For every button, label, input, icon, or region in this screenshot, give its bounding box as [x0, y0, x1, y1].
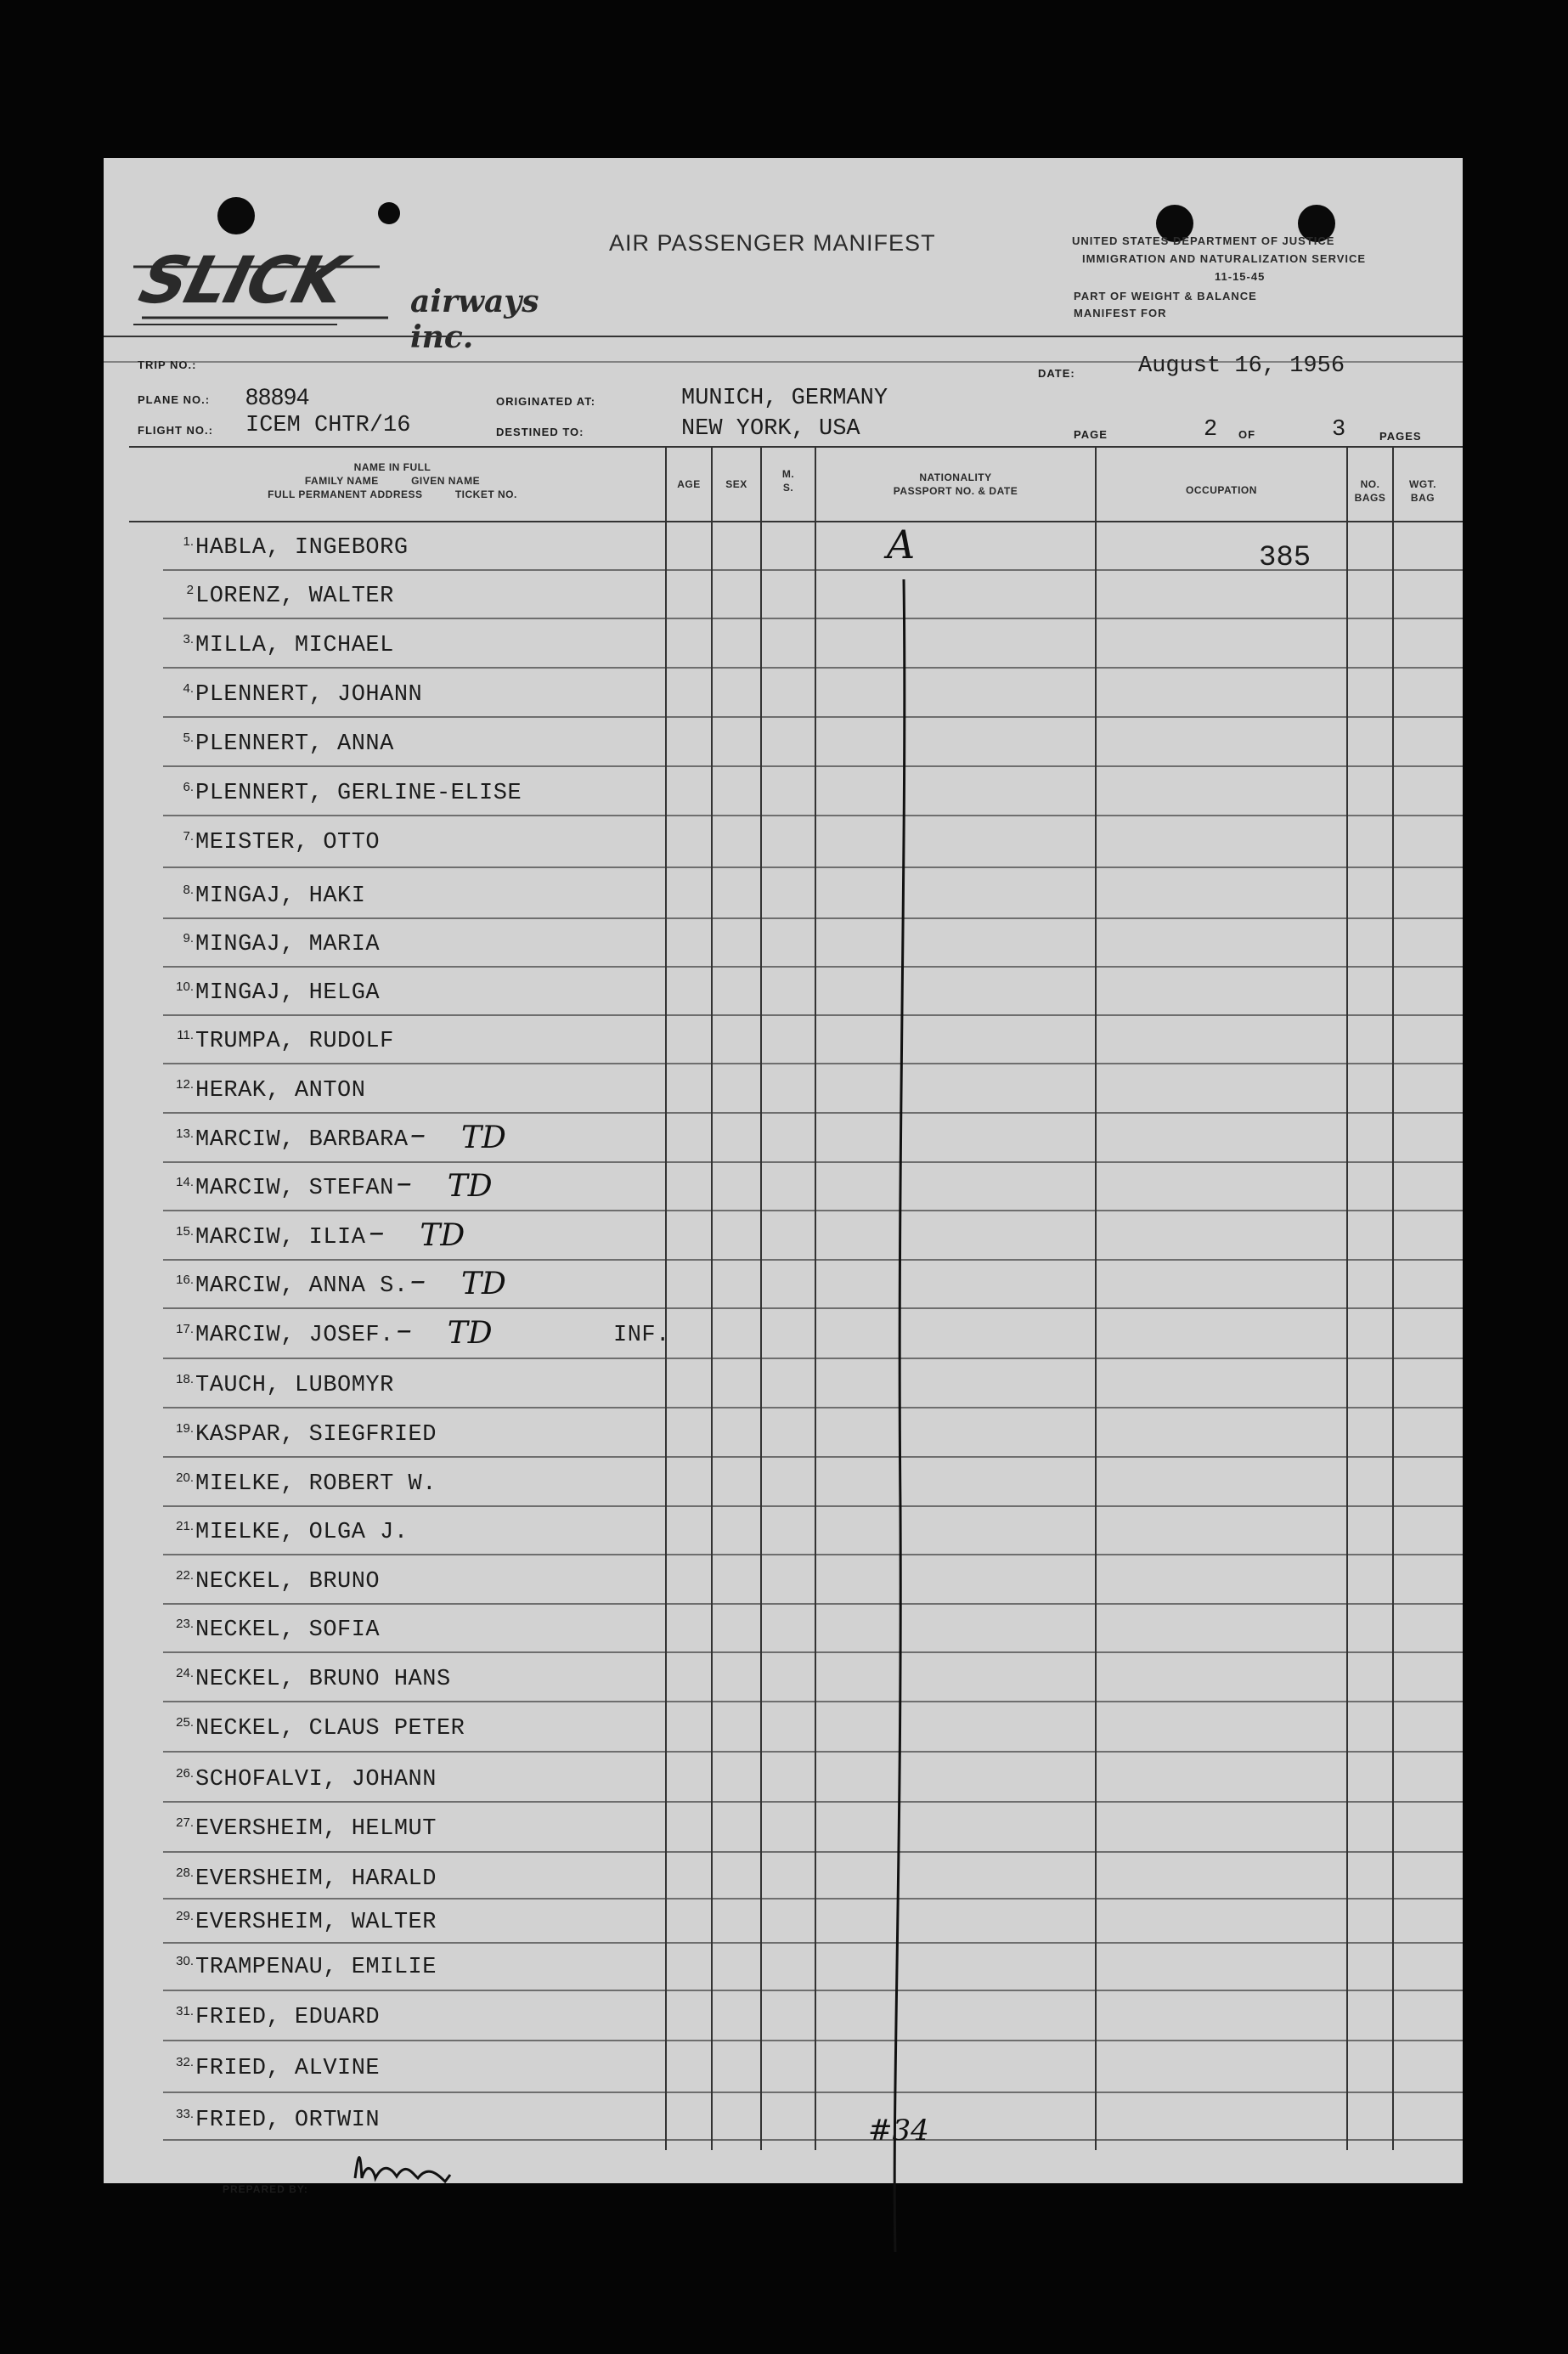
row-number: 5.: [183, 731, 194, 745]
agency-line: IMMIGRATION AND NATURALIZATION SERVICE: [1082, 252, 1367, 265]
row-number: 26.: [176, 1766, 194, 1781]
passenger-name: MINGAJ, MARIA: [195, 932, 381, 957]
col-bags-header: NO. BAGS: [1354, 478, 1386, 505]
tick-mark-icon: –: [410, 1117, 426, 1152]
passenger-name: SCHOFALVI, JOHANN: [195, 1767, 437, 1792]
row-number: 23.: [176, 1617, 194, 1631]
tick-mark-icon: –: [396, 1166, 412, 1200]
col-sex-header: SEX: [725, 478, 747, 490]
td-mark: TD: [461, 1267, 506, 1301]
preparer-signature: [350, 2144, 486, 2187]
row-number: 29.: [176, 1909, 194, 1923]
logo-word: SLICK: [133, 242, 353, 318]
row-number: 22.: [176, 1568, 194, 1583]
passenger-name: TAUCH, LUBOMYR: [195, 1373, 394, 1398]
col-wgt-header: WGT. BAG: [1409, 478, 1436, 505]
row-number: 13.: [176, 1126, 194, 1141]
passenger-name: MARCIW, JOSEF.: [195, 1323, 394, 1348]
destined-to-label: DESTINED TO:: [496, 426, 584, 438]
tick-mark-icon: –: [396, 1312, 412, 1347]
passenger-name: NECKEL, SOFIA: [195, 1617, 381, 1643]
passenger-name: PLENNERT, JOHANN: [195, 682, 423, 708]
row-number: 16.: [176, 1273, 194, 1287]
passenger-name: MARCIW, STEFAN: [195, 1176, 394, 1201]
occupation-value: 385: [1259, 542, 1311, 574]
plane-no-label: PLANE NO.:: [138, 393, 211, 406]
td-mark: TD: [447, 1316, 493, 1351]
row-number: 8.: [183, 883, 194, 897]
col-occupation-header: OCCUPATION: [1186, 484, 1257, 496]
passenger-name: PLENNERT, GERLINE-ELISE: [195, 781, 522, 806]
col-age-header: AGE: [677, 478, 701, 490]
agency-line: UNITED STATES DEPARTMENT OF JUSTICE: [1072, 234, 1335, 247]
passenger-name: EVERSHEIM, HARALD: [195, 1866, 437, 1892]
row-number: 31.: [176, 2004, 194, 2018]
passenger-name: PLENNERT, ANNA: [195, 731, 394, 757]
agency-line: PART OF WEIGHT & BALANCE: [1074, 290, 1257, 302]
ditto-line: [885, 574, 919, 2265]
row-number: 4.: [183, 681, 194, 696]
td-mark: TD: [420, 1218, 465, 1253]
row-number: 32.: [176, 2055, 194, 2069]
page-label: PAGE: [1074, 428, 1108, 441]
passenger-name: MARCIW, ANNA S.: [195, 1273, 409, 1299]
col-ms-header: M. S.: [781, 468, 795, 494]
row-number: 9.: [183, 931, 194, 946]
passenger-name: MEISTER, OTTO: [195, 830, 381, 855]
agency-line: MANIFEST FOR: [1074, 307, 1167, 319]
passenger-name: TRUMPA, RUDOLF: [195, 1029, 394, 1054]
row-number: 18.: [176, 1372, 194, 1386]
passenger-name: MILLA, MICHAEL: [195, 633, 394, 658]
td-mark: TD: [447, 1169, 493, 1204]
passenger-name: NECKEL, BRUNO: [195, 1569, 381, 1595]
passenger-name: MIELKE, ROBERT W.: [195, 1471, 437, 1497]
nationality-mark: A: [887, 522, 916, 567]
passenger-name: EVERSHEIM, HELMUT: [195, 1816, 437, 1842]
row-number: 24.: [176, 1666, 194, 1680]
nationality-total: #34: [868, 2114, 929, 2148]
td-mark: TD: [461, 1121, 506, 1155]
row-number: 3.: [183, 632, 194, 646]
passenger-name: NECKEL, CLAUS PETER: [195, 1716, 465, 1742]
row-number: 12.: [176, 1077, 194, 1092]
row-number: 11.: [177, 1028, 194, 1042]
passenger-name: HERAK, ANTON: [195, 1078, 366, 1104]
passenger-name: LORENZ, WALTER: [195, 584, 394, 609]
passenger-name: MARCIW, ILIA: [195, 1225, 366, 1250]
destined-to-value: NEW YORK, USA: [681, 416, 860, 442]
plane-no-value: 88894: [245, 384, 310, 409]
row-number: 6.: [183, 780, 194, 794]
pages-value: 3: [1332, 417, 1346, 443]
row-number: 15.: [176, 1224, 194, 1239]
of-label: OF: [1238, 428, 1256, 441]
passenger-name: EVERSHEIM, WALTER: [195, 1910, 437, 1935]
row-number: 17.: [176, 1322, 194, 1336]
passenger-name: MINGAJ, HELGA: [195, 980, 381, 1006]
row-number: 25.: [176, 1715, 194, 1730]
passenger-name: MINGAJ, HAKI: [195, 883, 366, 909]
row-number: 7.: [183, 829, 194, 844]
row-number: 10.: [176, 979, 194, 994]
pages-label: PAGES: [1379, 430, 1422, 443]
prepared-by-label: PREPARED BY:: [223, 2183, 308, 2195]
tick-mark-icon: –: [369, 1215, 385, 1250]
row-number: 2: [186, 583, 194, 597]
passenger-name: HABLA, INGEBORG: [195, 535, 409, 561]
passenger-name: TRAMPENAU, EMILIE: [195, 1955, 437, 1980]
passenger-name: MIELKE, OLGA J.: [195, 1520, 409, 1545]
col-nationality-header: NATIONALITY PASSPORT NO. & DATE: [893, 471, 1018, 498]
originated-at-value: MUNICH, GERMANY: [681, 386, 888, 411]
row-number: 27.: [176, 1815, 194, 1830]
passenger-name: MARCIW, BARBARA: [195, 1127, 409, 1153]
passenger-name: KASPAR, SIEGFRIED: [195, 1422, 437, 1448]
date-label: DATE:: [1038, 367, 1075, 380]
row-number: 1.: [183, 534, 194, 549]
passenger-name: FRIED, EDUARD: [195, 2005, 381, 2030]
col-name-header: NAME IN FULL FAMILY NAME GIVEN NAME FULL PERMANENT ADDRESS TICKET NO.: [268, 461, 517, 501]
flight-no-value: ICEM CHTR/16: [245, 413, 411, 438]
row-number: 28.: [176, 1866, 194, 1880]
date-value: August 16, 1956: [1138, 353, 1345, 379]
row-number: 19.: [176, 1421, 194, 1436]
passenger-name: FRIED, ORTWIN: [195, 2108, 381, 2133]
row-number: 33.: [176, 2107, 194, 2121]
row-number: 21.: [176, 1519, 194, 1533]
logo-tagline: airways inc.: [410, 284, 539, 355]
flight-no-label: FLIGHT NO.:: [138, 424, 213, 437]
manifest-sheet: [104, 158, 1463, 2195]
originated-at-label: ORIGINATED AT:: [496, 395, 596, 408]
passenger-note: INF.: [613, 1323, 670, 1348]
tick-mark-icon: –: [410, 1263, 426, 1298]
row-number: 14.: [176, 1175, 194, 1189]
trip-no-label: TRIP NO.:: [138, 358, 197, 371]
passenger-name: FRIED, ALVINE: [195, 2056, 381, 2081]
form-title: AIR PASSENGER MANIFEST: [609, 230, 936, 256]
agency-line: 11-15-45: [1215, 270, 1266, 283]
page-value: 2: [1204, 417, 1218, 443]
passenger-name: NECKEL, BRUNO HANS: [195, 1667, 451, 1692]
row-number: 30.: [176, 1954, 194, 1968]
row-number: 20.: [176, 1471, 194, 1485]
